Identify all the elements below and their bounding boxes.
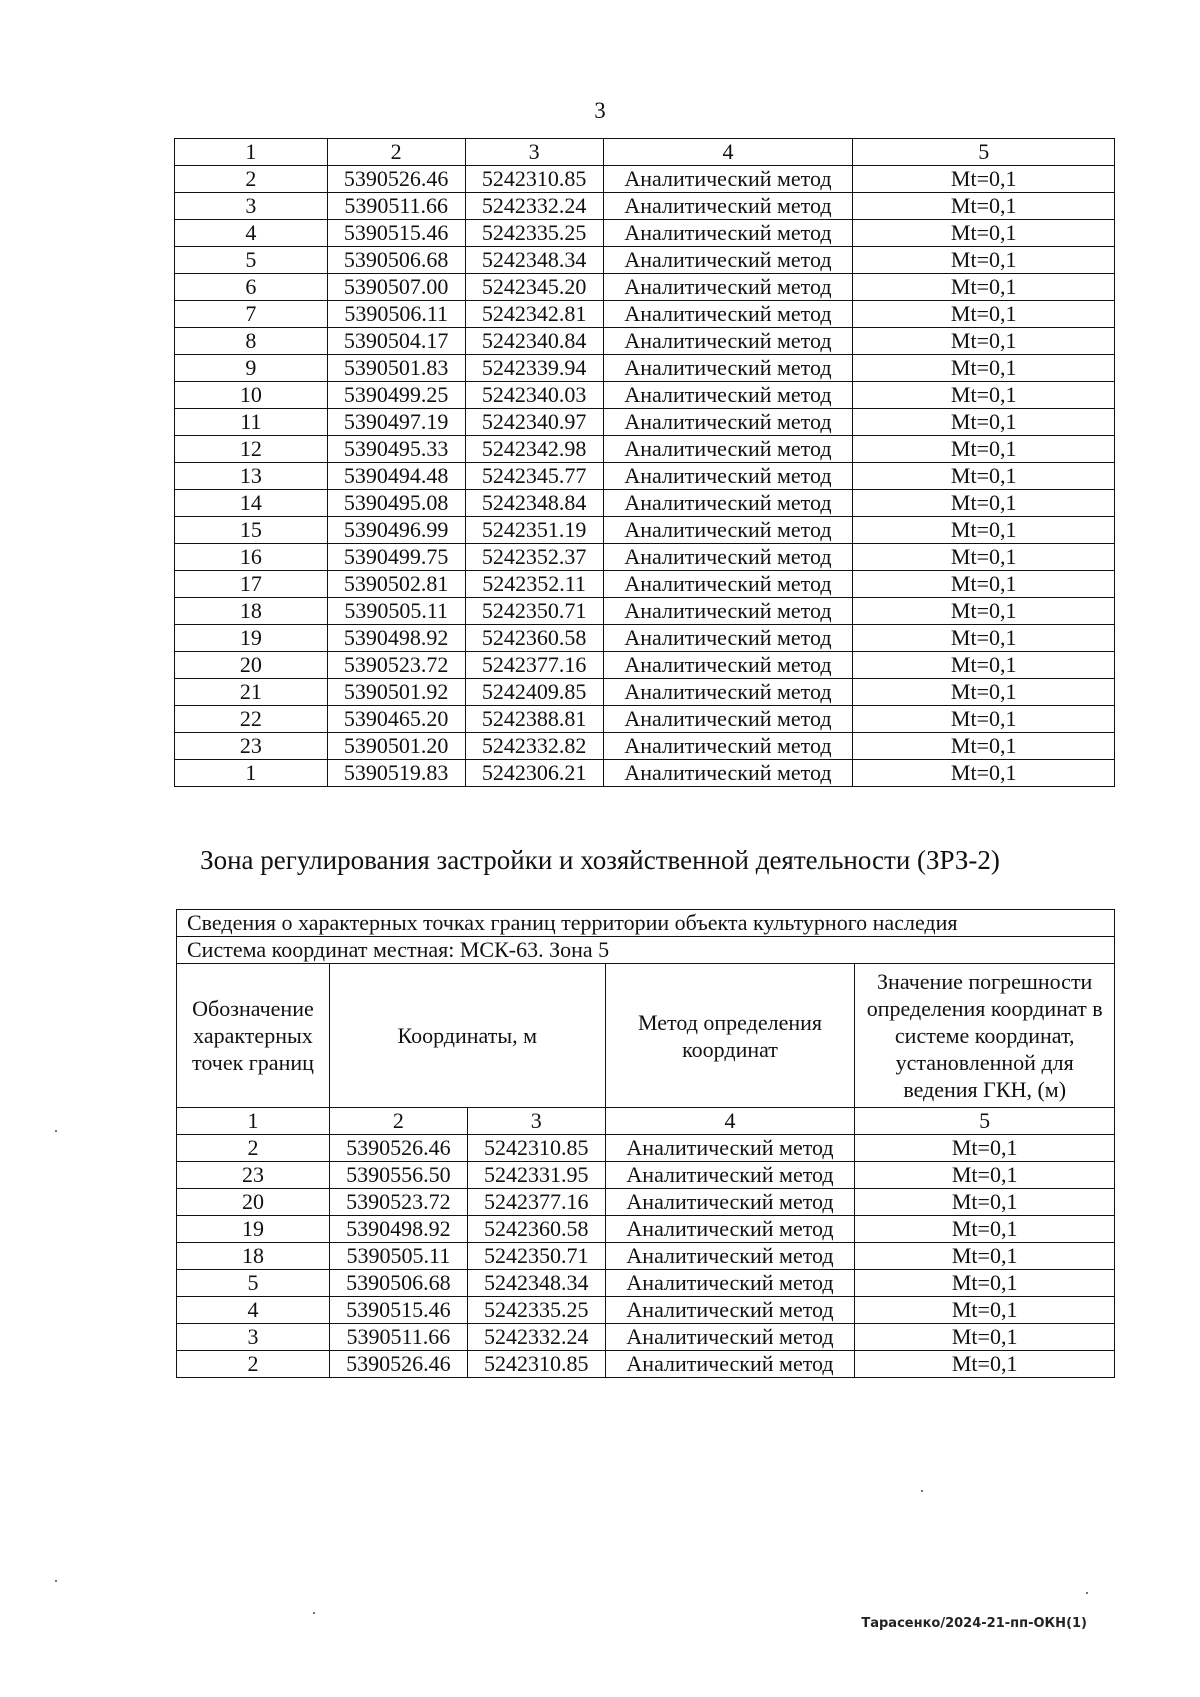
table-cell: 5390496.99 (327, 517, 465, 544)
table-cell: 17 (175, 571, 328, 598)
table-cell: 5390495.08 (327, 490, 465, 517)
table-cell: Mt=0,1 (853, 490, 1115, 517)
table-cell: 5242331.95 (467, 1162, 605, 1189)
table-cell: 18 (177, 1243, 330, 1270)
table-cell: Аналитический метод (603, 652, 853, 679)
table-cell: Mt=0,1 (853, 652, 1115, 679)
table-row (177, 1270, 1115, 1297)
table-cell: 5390526.46 (327, 166, 465, 193)
table-cell: 5242388.81 (465, 706, 603, 733)
table-row (175, 679, 1115, 706)
table-cell: Аналитический метод (603, 706, 853, 733)
table-cell: 1 (175, 139, 328, 166)
table-cell: 3 (465, 139, 603, 166)
table-cell: 5390497.19 (327, 409, 465, 436)
table-cell: Mt=0,1 (853, 625, 1115, 652)
table-cell: 5390494.48 (327, 463, 465, 490)
table-cell: 10 (175, 382, 328, 409)
table-cell: 4 (605, 1108, 855, 1135)
table-cell: 5242360.58 (467, 1216, 605, 1243)
table-row (177, 1216, 1115, 1243)
table-cell: Аналитический метод (603, 274, 853, 301)
table-cell: Аналитический метод (605, 1243, 855, 1270)
table-cell: 5390501.92 (327, 679, 465, 706)
table-cell: Mt=0,1 (855, 1270, 1115, 1297)
table-cell: Аналитический метод (603, 193, 853, 220)
table-row (175, 544, 1115, 571)
table-cell: Mt=0,1 (853, 679, 1115, 706)
table-cell: 20 (177, 1189, 330, 1216)
table-cell: 5242332.82 (465, 733, 603, 760)
table-row (175, 760, 1115, 787)
table-cell: 4 (603, 139, 853, 166)
table-cell: 5242345.77 (465, 463, 603, 490)
table-row (175, 166, 1115, 193)
table-cell: Mt=0,1 (853, 733, 1115, 760)
column-heading-row (177, 964, 1115, 1108)
table-cell: 5242342.81 (465, 301, 603, 328)
table-cell: 6 (175, 274, 328, 301)
table-row (177, 1189, 1115, 1216)
table-cell: 7 (175, 301, 328, 328)
col-point-heading: Обозначение характерных точек границ (177, 964, 330, 1108)
table-cell: Аналитический метод (603, 301, 853, 328)
table-cell: Аналитический метод (603, 355, 853, 382)
coord-system-row (177, 937, 1115, 964)
table-cell: 5242310.85 (465, 166, 603, 193)
table-cell: 2 (177, 1351, 330, 1378)
table-cell: 5390501.20 (327, 733, 465, 760)
table-cell: 5390504.17 (327, 328, 465, 355)
table-cell: 5390495.33 (327, 436, 465, 463)
table-cell: Mt=0,1 (853, 274, 1115, 301)
table-row (175, 301, 1115, 328)
table-cell: 5242352.11 (465, 571, 603, 598)
table-cell: 3 (177, 1324, 330, 1351)
table-cell: 5242342.98 (465, 436, 603, 463)
table-cell: Аналитический метод (603, 382, 853, 409)
table-cell: Аналитический метод (603, 625, 853, 652)
table-row (175, 220, 1115, 247)
table-cell: 2 (329, 1108, 467, 1135)
table-cell: 9 (175, 355, 328, 382)
table-cell: 8 (175, 328, 328, 355)
table-row (175, 652, 1115, 679)
table-cell: Аналитический метод (605, 1162, 855, 1189)
table-cell: Mt=0,1 (853, 598, 1115, 625)
scan-speck (313, 1612, 315, 1614)
table-cell: Mt=0,1 (853, 220, 1115, 247)
table-cell: 5242340.84 (465, 328, 603, 355)
table-cell: 2 (327, 139, 465, 166)
table-cell: 5390523.72 (329, 1189, 467, 1216)
table-cell: 5390499.75 (327, 544, 465, 571)
table-row (177, 1324, 1115, 1351)
table-cell: 18 (175, 598, 328, 625)
table-cell: Mt=0,1 (853, 706, 1115, 733)
page-number: 3 (594, 98, 606, 123)
table-cell: 5390465.20 (327, 706, 465, 733)
table-cell: 5242350.71 (467, 1243, 605, 1270)
table-cell: Аналитический метод (603, 436, 853, 463)
table-row (177, 1135, 1115, 1162)
table-cell: 5242348.84 (465, 490, 603, 517)
table-row (175, 598, 1115, 625)
table-cell: Mt=0,1 (853, 355, 1115, 382)
table-cell: 5242377.16 (467, 1189, 605, 1216)
table-cell: Mt=0,1 (855, 1216, 1115, 1243)
table-cell: Аналитический метод (603, 517, 853, 544)
table-cell: 5242360.58 (465, 625, 603, 652)
table-cell: 15 (175, 517, 328, 544)
zrz2-coordinates-table (176, 909, 1115, 1378)
scan-speck (1086, 1592, 1088, 1594)
table-cell: Аналитический метод (603, 247, 853, 274)
table-row (175, 382, 1115, 409)
table-cell: Аналитический метод (605, 1324, 855, 1351)
table-cell: 12 (175, 436, 328, 463)
table-cell: Mt=0,1 (855, 1162, 1115, 1189)
table-row (175, 733, 1115, 760)
table-cell: 5242350.71 (465, 598, 603, 625)
table-row (175, 274, 1115, 301)
table-cell: 5390523.72 (327, 652, 465, 679)
table-cell: 5242377.16 (465, 652, 603, 679)
table-cell: 5 (855, 1108, 1115, 1135)
table-cell: Аналитический метод (603, 409, 853, 436)
table-cell: 5390498.92 (327, 625, 465, 652)
table-cell: 19 (177, 1216, 330, 1243)
table-cell: 4 (177, 1297, 330, 1324)
table-row (175, 571, 1115, 598)
scan-speck (55, 1130, 57, 1132)
table-cell: Mt=0,1 (853, 544, 1115, 571)
info-row (177, 910, 1115, 937)
table-cell: 5242345.20 (465, 274, 603, 301)
table-cell: 5242310.85 (467, 1351, 605, 1378)
scan-speck (55, 1580, 57, 1582)
table-cell: 5390526.46 (329, 1351, 467, 1378)
table-cell: 5390506.68 (329, 1270, 467, 1297)
table-cell: Аналитический метод (603, 598, 853, 625)
table-cell: 5390505.11 (329, 1243, 467, 1270)
table-row (177, 1162, 1115, 1189)
table-row (175, 517, 1115, 544)
table-cell: 5 (853, 139, 1115, 166)
table-cell: Mt=0,1 (853, 760, 1115, 787)
table-row (177, 1351, 1115, 1378)
table-cell: 5390505.11 (327, 598, 465, 625)
coordinates-table-continued (174, 138, 1115, 787)
table-cell: 23 (177, 1162, 330, 1189)
table-cell: Mt=0,1 (853, 409, 1115, 436)
table-row (175, 625, 1115, 652)
table-cell: 3 (175, 193, 328, 220)
table-cell: 1 (177, 1108, 330, 1135)
table-cell: Mt=0,1 (855, 1297, 1115, 1324)
table-cell: 13 (175, 463, 328, 490)
table-row (175, 409, 1115, 436)
table-cell: Аналитический метод (603, 679, 853, 706)
table-row (175, 706, 1115, 733)
table-cell: Аналитический метод (605, 1189, 855, 1216)
table-cell: 5242351.19 (465, 517, 603, 544)
table-cell: 5242335.25 (465, 220, 603, 247)
table-cell: Аналитический метод (603, 166, 853, 193)
column-number-row (177, 1108, 1115, 1135)
table-row (175, 328, 1115, 355)
table-cell: 2 (175, 166, 328, 193)
zone-heading: Зона регулирования застройки и хозяйственной деятельности (ЗРЗ-2) (200, 845, 1000, 875)
info-title: Сведения о характерных точках границ территории объекта культурного наследия (177, 910, 1115, 937)
table-cell: Аналитический метод (605, 1135, 855, 1162)
table-cell: 5242340.97 (465, 409, 603, 436)
table-cell: Аналитический метод (603, 544, 853, 571)
table-cell: Mt=0,1 (855, 1243, 1115, 1270)
table-cell: Аналитический метод (603, 760, 853, 787)
table-cell: Mt=0,1 (853, 166, 1115, 193)
table-cell: Аналитический метод (603, 220, 853, 247)
coord-system: Система координат местная: МСК-63. Зона 5 (177, 937, 1115, 964)
footer-code: Тарасенко/2024-21-пп-ОКН(1) (861, 1616, 1087, 1631)
table-cell: 5390506.68 (327, 247, 465, 274)
table-cell: 1 (175, 760, 328, 787)
column-number-row (175, 139, 1115, 166)
table-cell: 5242348.34 (465, 247, 603, 274)
table-cell: 5242306.21 (465, 760, 603, 787)
table-cell: 5390515.46 (329, 1297, 467, 1324)
table-row (175, 463, 1115, 490)
table-row (177, 1243, 1115, 1270)
table-cell: Mt=0,1 (853, 517, 1115, 544)
table-cell: 5390511.66 (329, 1324, 467, 1351)
table-cell: 5390501.83 (327, 355, 465, 382)
table-cell: Аналитический метод (603, 463, 853, 490)
table-cell: 23 (175, 733, 328, 760)
col-method-heading: Метод определения координат (605, 964, 855, 1108)
table-cell: 19 (175, 625, 328, 652)
table-cell: Mt=0,1 (853, 301, 1115, 328)
table-cell: 5390506.11 (327, 301, 465, 328)
table-cell: Mt=0,1 (853, 193, 1115, 220)
table-cell: 14 (175, 490, 328, 517)
table-cell: 5 (177, 1270, 330, 1297)
table-cell: 5242310.85 (467, 1135, 605, 1162)
table-cell: 4 (175, 220, 328, 247)
table-cell: Аналитический метод (605, 1216, 855, 1243)
table-cell: 5390511.66 (327, 193, 465, 220)
table-row (175, 193, 1115, 220)
table-cell: Mt=0,1 (853, 382, 1115, 409)
scan-speck (921, 1490, 923, 1492)
table-cell: 2 (177, 1135, 330, 1162)
table-cell: 5242340.03 (465, 382, 603, 409)
table-cell: Аналитический метод (605, 1297, 855, 1324)
table-cell: 5390507.00 (327, 274, 465, 301)
table-cell: 16 (175, 544, 328, 571)
table-cell: Аналитический метод (603, 490, 853, 517)
table-cell: Mt=0,1 (853, 436, 1115, 463)
table-cell: 5242409.85 (465, 679, 603, 706)
table-cell: Аналитический метод (605, 1351, 855, 1378)
table-cell: Mt=0,1 (855, 1135, 1115, 1162)
table-cell: 22 (175, 706, 328, 733)
table-cell: Mt=0,1 (853, 571, 1115, 598)
table-cell: 5242332.24 (465, 193, 603, 220)
table-row (175, 490, 1115, 517)
table-cell: 5390556.50 (329, 1162, 467, 1189)
table-cell: 5390515.46 (327, 220, 465, 247)
table-cell: 5390498.92 (329, 1216, 467, 1243)
table-cell: Аналитический метод (603, 733, 853, 760)
table-cell: 5 (175, 247, 328, 274)
col-coords-heading: Координаты, м (329, 964, 605, 1108)
table-cell: Аналитический метод (603, 571, 853, 598)
table-cell: 5242332.24 (467, 1324, 605, 1351)
table-cell: 5390526.46 (329, 1135, 467, 1162)
table-cell: Аналитический метод (605, 1270, 855, 1297)
table-row (175, 355, 1115, 382)
table-cell: 5242335.25 (467, 1297, 605, 1324)
col-accuracy-heading: Значение погрешности определения координат в системе координат, установленной для ведения ГКН, (м) (855, 964, 1115, 1108)
table-cell: 5390499.25 (327, 382, 465, 409)
table-cell: Mt=0,1 (853, 463, 1115, 490)
table-cell: 11 (175, 409, 328, 436)
table-row (175, 436, 1115, 463)
table-cell: 5390502.81 (327, 571, 465, 598)
table-row (177, 1297, 1115, 1324)
table-cell: Mt=0,1 (855, 1351, 1115, 1378)
table-cell: Аналитический метод (603, 328, 853, 355)
table-cell: Mt=0,1 (855, 1324, 1115, 1351)
table-cell: 5242352.37 (465, 544, 603, 571)
table-cell: 20 (175, 652, 328, 679)
table-cell: 21 (175, 679, 328, 706)
table-cell: 5390519.83 (327, 760, 465, 787)
table-row (175, 247, 1115, 274)
table-cell: Mt=0,1 (855, 1189, 1115, 1216)
table-cell: 5242348.34 (467, 1270, 605, 1297)
table-cell: 3 (467, 1108, 605, 1135)
table-cell: 5242339.94 (465, 355, 603, 382)
table-cell: Mt=0,1 (853, 328, 1115, 355)
table-cell: Mt=0,1 (853, 247, 1115, 274)
